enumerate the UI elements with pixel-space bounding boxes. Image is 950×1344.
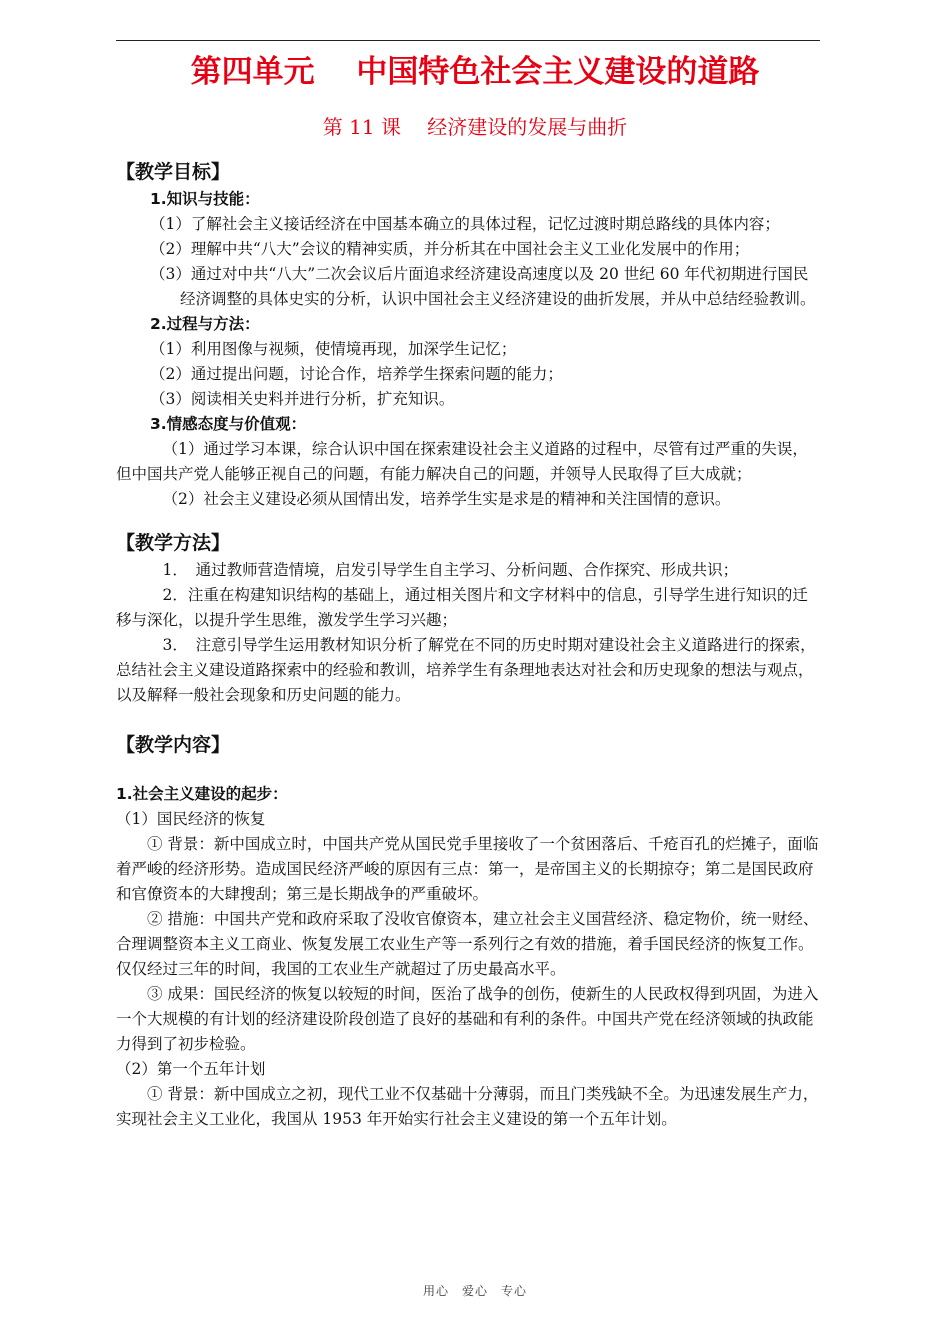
emotion-heading: 3.情感态度与价值观： [150,415,307,433]
methods-heading: 【教学方法】 [116,532,231,554]
knowledge-item: （1）了解社会主义接话经济在中国基本确立的具体过程，记忆过渡时期总路线的具体内容； [150,215,780,233]
process-item: （3）阅读相关史料并进行分析，扩充知识。 [150,390,455,408]
method-item: 3． 注意引导学生运用教材知识分析了解党在不同的历史时期对建设社会主义道路进行的探索，总结社会主义建设道路探索中的经验和教训，培养学生有条理地表达对社会和历史现象的想法与观点，以及解释一般社会现象和历史问题的能力。 [116,636,816,704]
part1-heading: （1）国民经济的恢复 [116,810,266,828]
emotion-item: （2）社会主义建设必须从国情出发，培养学生实是求是的精神和关注国情的意识。 [162,490,731,508]
knowledge-item: （2）理解中共“八大”会议的精神实质，并分析其在中国社会主义工业化发展中的作用； [150,240,750,258]
part2-heading: （2）第一个五年计划 [116,1060,266,1078]
section1-heading: 1.社会主义建设的起步： [116,785,288,803]
part1-paragraph: ① 背景：新中国成立时，中国共产党从国民党手里接收了一个贫困落后、千疮百孔的烂摊子，面临着严峻的经济形势。造成国民经济严峻的原因有三点：第一，是帝国主义的长期掠夺；第二是国民政府和官僚资本的大肆搜刮；第三是长期战争的严重破坏。 [116,835,819,903]
content-heading: 【教学内容】 [116,734,231,756]
method-item: 1． 通过教师营造情境，启发引导学生自主学习、分析问题、合作探究、形成共识； [162,561,739,579]
page-footer: 用心 爱心 专心 [422,1284,527,1298]
top-rule [116,40,820,41]
lesson-title: 第 11 课 经济建设的发展与曲折 [322,115,628,139]
method-item: 2．注重在构建知识结构的基础上，通过相关图片和文字材料中的信息，引导学生进行知识的迁移与深化，以提升学生思维，激发学生学习兴趣； [116,586,808,629]
part1-paragraph: ③ 成果：国民经济的恢复以较短的时间，医治了战争的创伤，使新生的人民政权得到巩固，为进入一个大规模的有计划的经济建设阶段创造了良好的基础和有利的条件。中国共产党在经济领域的执政能力得到了初步检验。 [116,985,819,1053]
unit-title: 第四单元 中国特色社会主义建设的道路 [190,54,760,90]
process-heading: 2.过程与方法： [150,315,260,333]
objectives-heading: 【教学目标】 [116,161,231,183]
knowledge-item: （3）通过对中共“八大”二次会议后片面追求经济建设高速度以及 20 世纪 60 年代初期进行国民经济调整的具体史实的分析，认识中国社会主义经济建设的曲折发展，并从中总结经验教训。 [150,265,816,308]
emotion-item: （1）通过学习本课，综合认识中国在探索建设社会主义道路的过程中，尽管有过严重的失误，但中国共产党人能够正视自己的问题，有能力解决自己的问题，并领导人民取得了巨大成就； [116,440,808,483]
document-body [116,157,820,1132]
process-item: （1）利用图像与视频，使情境再现，加深学生记忆； [150,340,517,358]
part1-paragraph: ② 措施：中国共产党和政府采取了没收官僚资本，建立社会主义国营经济、稳定物价，统一财经、合理调整资本主义工商业、恢复发展工农业生产等一系列行之有效的措施，着手国民经济的恢复工作。仅仅经过三年的时间，我国的工农业生产就超过了历史最高水平。 [116,910,819,978]
part2-paragraph: ① 背景：新中国成立之初，现代工业不仅基础十分薄弱，而且门类残缺不全。为迅速发展生产力，实现社会主义工业化，我国从 1953 年开始实行社会主义建设的第一个五年计划。 [116,1085,819,1128]
knowledge-heading: 1.知识与技能： [150,190,260,208]
process-item: （2）通过提出问题，讨论合作，培养学生探索问题的能力； [150,365,563,383]
